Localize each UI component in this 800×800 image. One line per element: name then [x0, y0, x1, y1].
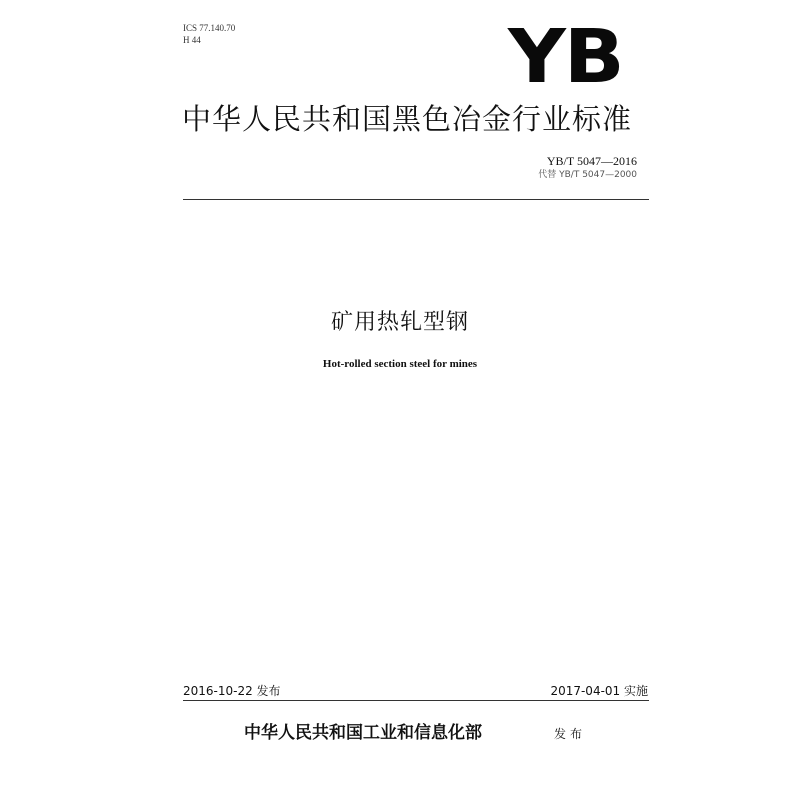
publishing-authority: 中华人民共和国工业和信息化部 — [244, 723, 482, 743]
publish-label: 发布 — [554, 727, 587, 741]
bottom-divider — [183, 700, 649, 701]
category-code: H 44 — [183, 35, 201, 45]
standard-number: YB/T 5047—2016 — [546, 154, 637, 168]
document-title-chinese: 矿用热轧型钢 — [330, 310, 469, 335]
ics-code: ICS 77.140.70 — [183, 23, 236, 33]
issue-date: 2016-10-22 发布 — [183, 684, 281, 698]
classification-codes — [183, 22, 235, 46]
yb-logo: YB — [508, 14, 623, 100]
replaced-standard: 代替 YB/T 5047—2000 — [538, 170, 637, 180]
document-title-english: Hot-rolled section steel for mines — [322, 358, 478, 370]
implementation-date: 2017-04-01 实施 — [550, 684, 648, 698]
standard-type-title: 中华人民共和国黑色冶金行业标准 — [182, 102, 633, 136]
top-divider — [183, 199, 649, 200]
